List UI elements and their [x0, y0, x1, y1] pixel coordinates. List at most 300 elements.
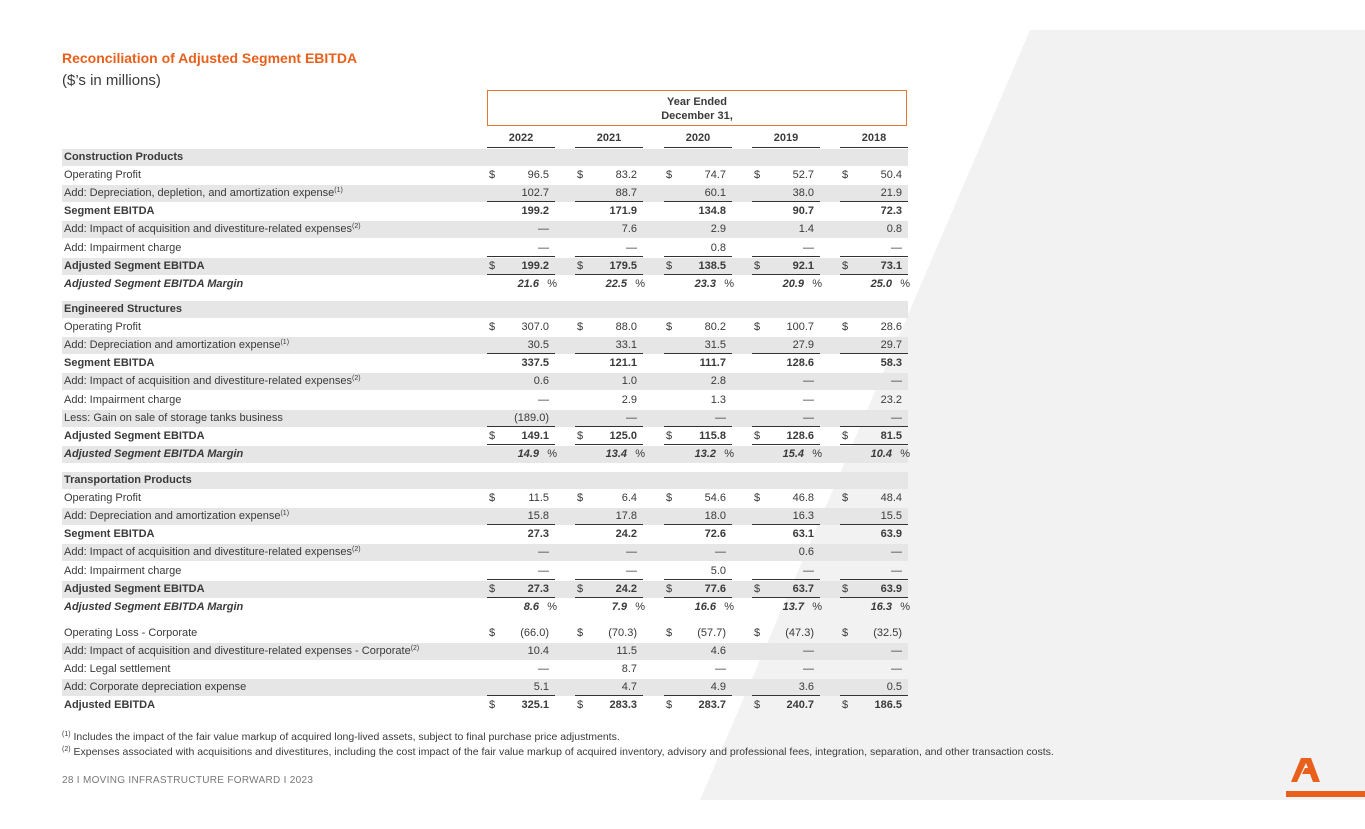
- table-cell: [752, 581, 820, 598]
- cell-value: (66.0): [520, 627, 549, 639]
- cell-value: —: [538, 223, 549, 236]
- cell-value: 111.7: [699, 357, 726, 370]
- cell-value: 30.5: [527, 339, 549, 352]
- percent-sign: %: [812, 600, 822, 613]
- table-cell: [487, 446, 555, 463]
- table-cell: [487, 544, 555, 561]
- cell-value: 4.9: [710, 681, 726, 694]
- table-cell: [752, 203, 820, 220]
- table-row: [62, 258, 908, 275]
- table-cell: [487, 526, 555, 543]
- table-cell: [575, 697, 643, 714]
- table-row: [62, 643, 908, 660]
- table-cell: [664, 410, 732, 427]
- table-cell: [664, 428, 732, 445]
- dollar-sign: $: [489, 582, 496, 595]
- table-cell: [664, 490, 732, 507]
- dollar-sign: $: [842, 627, 849, 639]
- table-cell: [752, 526, 820, 543]
- table-cell: [487, 625, 555, 642]
- table-row: [62, 544, 908, 561]
- cell-value: 52.7: [792, 169, 814, 182]
- cell-value: 24.2: [615, 528, 637, 541]
- cell-value: 134.8: [698, 205, 726, 218]
- cell-value: 15.4: [782, 447, 804, 460]
- table-row: [62, 679, 908, 696]
- table-cell: [664, 203, 732, 220]
- table-cell: [487, 203, 555, 220]
- table-cell: [840, 581, 908, 598]
- table-row: [62, 508, 908, 525]
- row-label: Add: Impairment charge: [64, 241, 182, 254]
- table-cell: [487, 410, 555, 427]
- dollar-sign: $: [577, 582, 584, 595]
- cell-value: —: [626, 411, 637, 424]
- table-cell: [840, 490, 908, 507]
- cell-value: 0.5: [886, 681, 902, 694]
- cell-value: 100.7: [786, 321, 814, 334]
- cell-value: —: [626, 564, 637, 577]
- percent-sign: %: [724, 277, 734, 290]
- table-row: [62, 185, 908, 202]
- table-cell: [752, 240, 820, 257]
- cell-value: 23.3: [694, 277, 716, 290]
- cell-value: —: [891, 241, 902, 254]
- row-label: Add: Legal settlement: [64, 663, 171, 676]
- cell-value: 83.2: [615, 169, 637, 182]
- percent-sign: %: [635, 447, 645, 460]
- cell-value: 4.6: [710, 645, 726, 658]
- cell-value: 63.9: [880, 582, 902, 595]
- table-row: [62, 581, 908, 598]
- cell-value: 31.5: [704, 339, 726, 352]
- cell-value: 2.8: [710, 375, 726, 388]
- row-label: Adjusted Segment EBITDA: [64, 259, 205, 272]
- cell-value: 10.4: [527, 645, 549, 658]
- dollar-sign: $: [842, 582, 849, 595]
- table-cell: [840, 544, 908, 561]
- year-underline: [487, 147, 555, 148]
- table-cell: [575, 526, 643, 543]
- year-underline: [752, 147, 820, 148]
- dollar-sign: $: [666, 169, 673, 182]
- cell-value: (189.0): [514, 411, 549, 424]
- table-cell: [664, 526, 732, 543]
- dollar-sign: $: [577, 259, 584, 272]
- table-cell: [575, 373, 643, 390]
- cell-value: 29.7: [880, 339, 902, 352]
- table-cell: [664, 508, 732, 525]
- cell-value: 63.9: [880, 528, 902, 541]
- table-cell: [575, 490, 643, 507]
- table-cell: [752, 508, 820, 525]
- cell-value: 0.6: [798, 546, 814, 559]
- table-cell: [487, 599, 555, 616]
- row-label: Add: Depreciation and amortization expense$^{(1)}$: [64, 339, 290, 352]
- dollar-sign: $: [666, 492, 673, 505]
- table-cell: [840, 167, 908, 184]
- table-cell: [752, 258, 820, 275]
- page-subtitle: ($’s in millions): [62, 72, 161, 89]
- table-cell: [840, 319, 908, 336]
- table-row: [62, 319, 908, 336]
- table-cell: [575, 203, 643, 220]
- dollar-sign: $: [842, 321, 849, 334]
- table-cell: [752, 446, 820, 463]
- cell-value: —: [538, 393, 549, 406]
- cell-value: 138.5: [698, 259, 726, 272]
- cell-value: —: [891, 663, 902, 676]
- cell-value: 11.5: [528, 492, 549, 505]
- cell-value: 149.1: [521, 429, 549, 442]
- cell-value: 72.3: [880, 205, 902, 218]
- cell-value: 199.2: [521, 259, 549, 272]
- dollar-sign: $: [842, 492, 849, 505]
- cell-value: 128.6: [786, 357, 814, 370]
- row-label: Adjusted Segment EBITDA Margin: [64, 447, 244, 460]
- table-cell: [575, 661, 643, 678]
- table-cell: [752, 697, 820, 714]
- cell-value: 125.0: [609, 429, 637, 442]
- table-cell: [664, 392, 732, 409]
- dollar-sign: $: [754, 259, 761, 272]
- cell-value: 63.1: [792, 528, 814, 541]
- table-cell: [752, 185, 820, 202]
- table-cell: [840, 337, 908, 354]
- cell-value: —: [538, 663, 549, 676]
- table-cell: [575, 544, 643, 561]
- table-cell: [840, 563, 908, 580]
- table-cell: [840, 526, 908, 543]
- cell-value: 88.7: [615, 187, 637, 200]
- percent-sign: %: [547, 600, 557, 613]
- table-cell: [487, 337, 555, 354]
- table-cell: [487, 319, 555, 336]
- dollar-sign: $: [666, 699, 673, 712]
- table-cell: [752, 679, 820, 696]
- cell-value: 8.7: [621, 663, 637, 676]
- cell-value: 0.6: [533, 375, 549, 388]
- cell-value: 24.2: [615, 582, 637, 595]
- table-cell: [664, 355, 732, 372]
- cell-value: 13.7: [782, 600, 804, 613]
- cell-value: —: [891, 645, 902, 658]
- table-cell: [664, 697, 732, 714]
- table-cell: [575, 258, 643, 275]
- cell-value: 21.6: [517, 277, 539, 290]
- cell-value: 1.3: [710, 393, 726, 406]
- row-label: Add: Corporate depreciation expense: [64, 681, 247, 694]
- footnote-1: $^{(1)}$ Includes the impact of the fair value markup of acquired long-lived assets, subject to final purchase price adjustments.: [62, 731, 620, 743]
- percent-sign: %: [900, 277, 910, 290]
- table-cell: [664, 258, 732, 275]
- dollar-sign: $: [489, 627, 496, 639]
- cell-value: 22.5: [605, 277, 627, 290]
- row-label: Adjusted EBITDA: [64, 699, 156, 712]
- table-cell: [752, 167, 820, 184]
- table-cell: [840, 258, 908, 275]
- table-cell: [840, 221, 908, 238]
- dollar-sign: $: [754, 429, 761, 442]
- percent-sign: %: [900, 600, 910, 613]
- dollar-sign: $: [577, 699, 584, 712]
- row-label: Engineered Structures: [64, 303, 182, 315]
- table-cell: [664, 373, 732, 390]
- footnote-2: $^{(2)}$ Expenses associated with acquisitions and divestitures, including the cost impact of the fair value markup of acquired inventory, advisory and professional fees, integration, separation, and other transaction costs.: [62, 746, 1054, 758]
- cell-value: 8.6: [523, 600, 539, 613]
- table-cell: [575, 679, 643, 696]
- table-row: [62, 428, 908, 445]
- cell-value: 15.8: [527, 510, 549, 523]
- table-cell: [487, 508, 555, 525]
- row-label: Add: Impact of acquisition and divestiture-related expenses$^{(2)}$: [64, 223, 361, 236]
- table-cell: [664, 240, 732, 257]
- table-cell: [575, 410, 643, 427]
- row-label: Operating Profit: [64, 492, 142, 505]
- cell-value: 16.6: [694, 600, 716, 613]
- dollar-sign: $: [754, 321, 761, 334]
- dollar-sign: $: [577, 321, 584, 334]
- table-cell: [487, 258, 555, 275]
- cell-value: 46.8: [792, 492, 814, 505]
- table-cell: [487, 563, 555, 580]
- cell-value: —: [891, 375, 902, 388]
- cell-value: 1.0: [621, 375, 637, 388]
- page-footer: 28 I MOVING INFRASTRUCTURE FORWARD I 2023: [62, 775, 314, 786]
- cell-value: 121.1: [609, 357, 637, 370]
- table-row: [62, 490, 908, 507]
- table-cell: [752, 392, 820, 409]
- cell-value: 28.6: [880, 321, 902, 334]
- cell-value: 2.9: [621, 393, 637, 406]
- percent-sign: %: [547, 277, 557, 290]
- cell-value: 325.1: [521, 699, 549, 712]
- row-label: Add: Impairment charge: [64, 393, 182, 406]
- cell-value: 307.0: [521, 321, 549, 334]
- table-cell: [664, 446, 732, 463]
- cell-value: 115.8: [699, 429, 726, 442]
- table-cell: [487, 355, 555, 372]
- table-cell: [575, 446, 643, 463]
- table-row: [62, 563, 908, 580]
- table-cell: [664, 185, 732, 202]
- dollar-sign: $: [577, 627, 584, 639]
- cell-value: 13.4: [605, 447, 627, 460]
- dollar-sign: $: [666, 321, 673, 334]
- year-header-2019: 2019: [773, 132, 799, 144]
- cell-value: 179.5: [609, 259, 637, 272]
- cell-value: (32.5): [873, 627, 902, 639]
- table-row: [62, 599, 908, 616]
- cell-value: 77.6: [704, 582, 726, 595]
- table-cell: [664, 167, 732, 184]
- cell-value: —: [715, 546, 726, 559]
- cell-value: 11.5: [616, 645, 637, 658]
- cell-value: 90.7: [792, 205, 814, 218]
- percent-sign: %: [724, 600, 734, 613]
- page-title: Reconciliation of Adjusted Segment EBITDA: [62, 50, 358, 66]
- cell-value: 27.3: [527, 582, 549, 595]
- percent-sign: %: [724, 447, 734, 460]
- year-header-2022: 2022: [508, 132, 534, 144]
- cell-value: 5.0: [710, 564, 726, 577]
- row-label: Operating Profit: [64, 169, 142, 182]
- cell-value: 63.7: [792, 582, 814, 595]
- table-row: [62, 149, 908, 166]
- table-cell: [487, 697, 555, 714]
- cell-value: —: [715, 663, 726, 676]
- table-cell: [664, 625, 732, 642]
- cell-value: 1.4: [798, 223, 814, 236]
- table-cell: [840, 679, 908, 696]
- cell-value: 60.1: [704, 187, 726, 200]
- dollar-sign: $: [666, 259, 673, 272]
- cell-value: —: [803, 645, 814, 658]
- cell-value: 3.6: [798, 681, 814, 694]
- cell-value: 128.6: [786, 429, 814, 442]
- table-cell: [752, 373, 820, 390]
- cell-value: 17.8: [615, 510, 637, 523]
- table-cell: [752, 544, 820, 561]
- table-cell: [664, 221, 732, 238]
- cell-value: 18.0: [704, 510, 726, 523]
- cell-value: 16.3: [870, 600, 892, 613]
- year-underline: [840, 147, 908, 148]
- year-ended-line1: Year Ended: [667, 96, 727, 108]
- table-cell: [575, 563, 643, 580]
- year-ended-line2: December 31,: [661, 110, 733, 122]
- table-cell: [664, 337, 732, 354]
- table-cell: [752, 599, 820, 616]
- table-cell: [752, 661, 820, 678]
- cell-value: 7.6: [621, 223, 637, 236]
- dollar-sign: $: [754, 699, 761, 712]
- cell-value: 48.4: [880, 492, 902, 505]
- cell-value: 5.1: [533, 681, 549, 694]
- dollar-sign: $: [489, 492, 496, 505]
- table-cell: [752, 625, 820, 642]
- table-cell: [840, 643, 908, 660]
- table-cell: [487, 167, 555, 184]
- cell-value: —: [803, 241, 814, 254]
- dollar-sign: $: [666, 627, 673, 639]
- cell-value: 92.1: [792, 259, 814, 272]
- cell-value: 4.7: [621, 681, 637, 694]
- table-cell: [752, 490, 820, 507]
- table-cell: [664, 319, 732, 336]
- table-row: [62, 410, 908, 427]
- cell-value: (70.3): [608, 627, 637, 639]
- table-row: [62, 526, 908, 543]
- table-cell: [487, 581, 555, 598]
- table-cell: [487, 428, 555, 445]
- table-cell: [840, 508, 908, 525]
- table-cell: [664, 599, 732, 616]
- percent-sign: %: [812, 277, 822, 290]
- cell-value: 38.0: [792, 187, 814, 200]
- table-cell: [487, 240, 555, 257]
- cell-value: 27.9: [792, 339, 814, 352]
- table-row: [62, 167, 908, 184]
- cell-value: 25.0: [870, 277, 892, 290]
- table-cell: [487, 490, 555, 507]
- cell-value: 13.2: [694, 447, 716, 460]
- cell-value: 186.5: [874, 699, 902, 712]
- table-cell: [840, 428, 908, 445]
- year-underline: [664, 147, 732, 148]
- table-cell: [752, 355, 820, 372]
- table-cell: [575, 276, 643, 293]
- table-cell: [840, 203, 908, 220]
- table-cell: [840, 276, 908, 293]
- table-cell: [575, 428, 643, 445]
- cell-value: 54.6: [704, 492, 726, 505]
- dollar-sign: $: [666, 429, 673, 442]
- table-cell: [664, 276, 732, 293]
- dollar-sign: $: [754, 627, 761, 639]
- table-row: [62, 203, 908, 220]
- table-row: [62, 472, 908, 489]
- dollar-sign: $: [666, 582, 673, 595]
- cell-value: 73.1: [880, 259, 902, 272]
- cell-value: 171.9: [609, 205, 637, 218]
- table-cell: [664, 544, 732, 561]
- table-row: [62, 240, 908, 257]
- table-cell: [840, 599, 908, 616]
- row-label: Add: Impact of acquisition and divestiture-related expenses$^{(2)}$: [64, 546, 361, 559]
- table-cell: [575, 167, 643, 184]
- cell-value: 88.0: [615, 321, 637, 334]
- table-cell: [840, 446, 908, 463]
- dollar-sign: $: [489, 259, 496, 272]
- cell-value: —: [538, 546, 549, 559]
- cell-value: 23.2: [880, 393, 902, 406]
- cell-value: 2.9: [710, 223, 726, 236]
- cell-value: —: [803, 564, 814, 577]
- table-row: [62, 373, 908, 390]
- table-cell: [840, 661, 908, 678]
- table-row: [62, 355, 908, 372]
- row-label: Transportation Products: [64, 474, 192, 486]
- cell-value: 102.7: [521, 187, 549, 200]
- row-label: Adjusted Segment EBITDA Margin: [64, 277, 244, 290]
- cell-value: —: [538, 564, 549, 577]
- table-row: [62, 697, 908, 714]
- table-cell: [575, 508, 643, 525]
- table-cell: [664, 661, 732, 678]
- row-label: Adjusted Segment EBITDA Margin: [64, 600, 244, 613]
- percent-sign: %: [635, 277, 645, 290]
- percent-sign: %: [900, 447, 910, 460]
- row-label: Segment EBITDA: [64, 205, 155, 218]
- table-cell: [575, 599, 643, 616]
- table-cell: [840, 625, 908, 642]
- cell-value: —: [803, 375, 814, 388]
- dollar-sign: $: [577, 429, 584, 442]
- cell-value: 20.9: [782, 277, 804, 290]
- cell-value: 27.3: [527, 528, 549, 541]
- row-label: Add: Impact of acquisition and divestiture-related expenses$^{(2)}$: [64, 375, 361, 388]
- row-label: Add: Impact of acquisition and divestiture-related expenses - Corporate$^{(2)}$: [64, 645, 420, 658]
- table-cell: [487, 661, 555, 678]
- table-cell: [664, 563, 732, 580]
- table-cell: [487, 392, 555, 409]
- cell-value: —: [803, 663, 814, 676]
- table-cell: [575, 337, 643, 354]
- dollar-sign: $: [489, 321, 496, 334]
- table-cell: [575, 221, 643, 238]
- row-label: Segment EBITDA: [64, 528, 155, 541]
